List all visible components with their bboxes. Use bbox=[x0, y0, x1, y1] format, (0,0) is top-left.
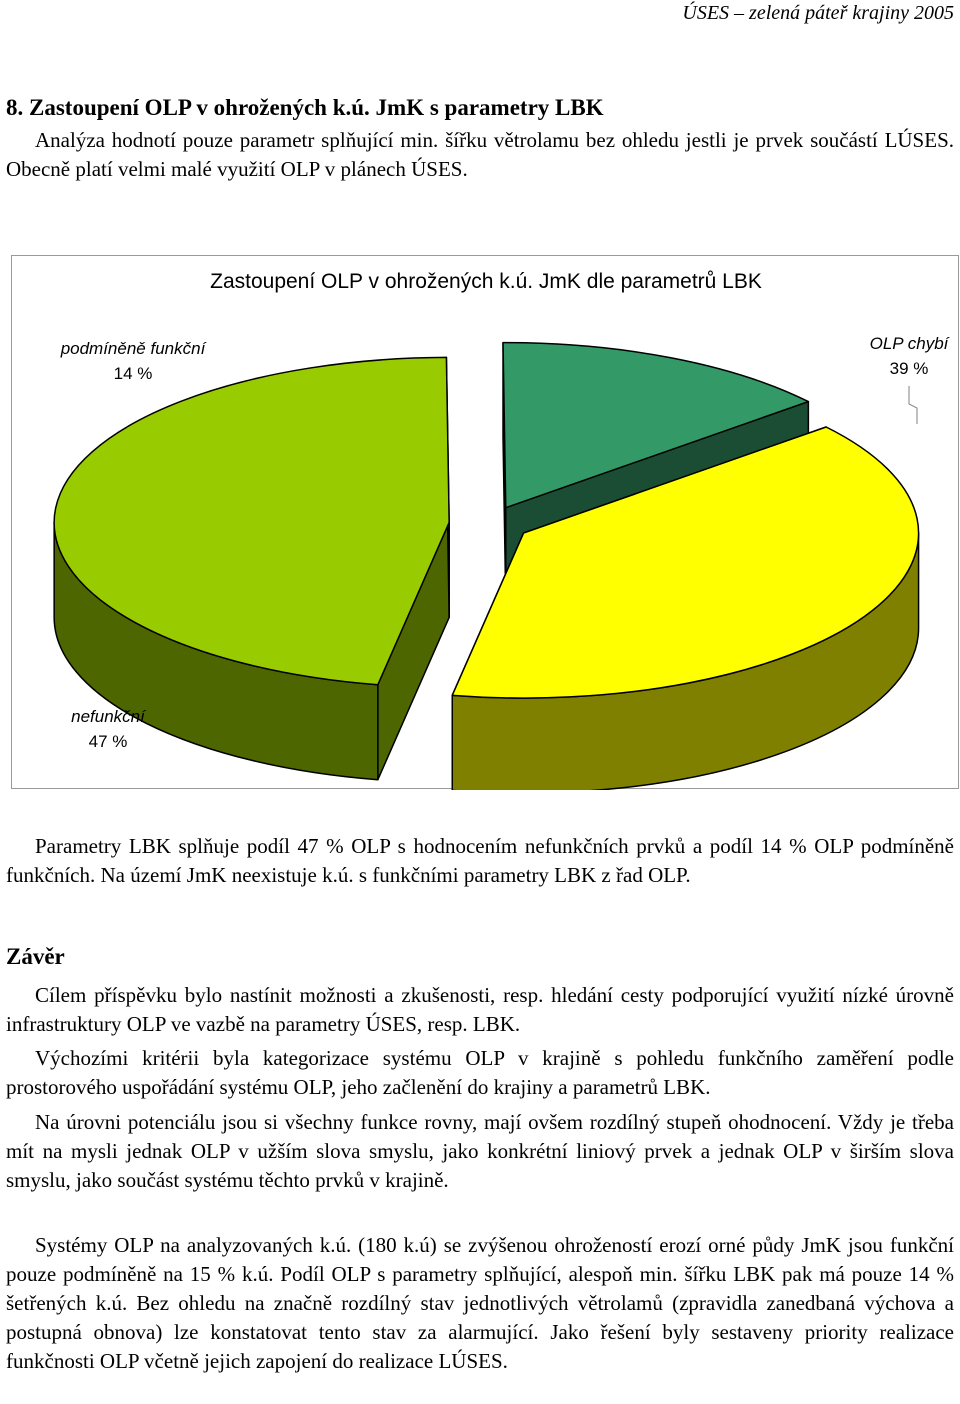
slice-label-name: nefunkční bbox=[71, 707, 145, 726]
running-header: ÚSES – zelená páteř krajiny 2005 bbox=[682, 2, 954, 24]
slice-label-value: 47 % bbox=[88, 732, 128, 751]
slice-label-name: OLP chybí bbox=[869, 334, 949, 353]
slice-label-name: podmíněně funkční bbox=[60, 339, 206, 358]
slice-label-olp-chybi bbox=[864, 331, 954, 381]
slice-label-podminene bbox=[38, 336, 228, 386]
conclusion-paragraph-3: Na úrovni potenciálu jsou si všechny funkce rovny, mají ovšem rozdílný stupeň ohodnocení. Vždy je třeba mít na mysli jednak OLP v užším slova smyslu, jako konkrétní liniový prvek a jednak OLP v širším slova smyslu, jako součást systému těchto prvků v krajině. bbox=[6, 1110, 954, 1192]
pie-chart bbox=[11, 255, 959, 789]
slice-label-nefunkcni bbox=[48, 704, 168, 754]
chart-title: Zastoupení OLP v ohrožených k.ú. JmK dle parametrů LBK bbox=[210, 270, 762, 293]
intro-paragraph: Analýza hodnotí pouze parametr splňující min. šířku větrolamu bez ohledu jestli je prvek součástí LÚSES. Obecně platí velmi malé využití OLP v plánech ÚSES. bbox=[6, 128, 954, 181]
slice-label-value: 39 % bbox=[889, 359, 929, 378]
after-chart-paragraph: Parametry LBK splňuje podíl 47 % OLP s hodnocením nefunkčních prvků a podíl 14 % OLP podmíněně funkčních. Na území JmK neexistuje k.ú. s funkčními parametry LBK z řad OLP. bbox=[6, 834, 954, 887]
conclusion-heading: Závěr bbox=[6, 944, 65, 969]
conclusion-paragraph-4: Systémy OLP na analyzovaných k.ú. (180 k.ú) se zvýšenou ohrožeností erozí orné půdy JmK jsou funkční pouze podmíněně na 15 % k.ú. Podíl OLP s parametry splňující, alespoň min. šířku LBK pak má pouze 14 % šetřených k.ú. Bez ohledu na značně rozdílný stav jednotlivých větrolamů (zpravidla zanedbaná výchova a postupná obnova) lze konstatovat tento stav za alarmující. Jako řešení byly sestaveny priority realizace funkčnosti OLP včetně jejich zapojení do realizace LÚSES. bbox=[6, 1233, 954, 1373]
leader-line bbox=[909, 386, 917, 424]
conclusion-paragraph-1: Cílem příspěvku bylo nastínit možnosti a zkušenosti, resp. hledání cesty podporující využití nízké úrovně infrastruktury OLP ve vazbě na parametry ÚSES, resp. LBK. bbox=[6, 983, 954, 1036]
conclusion-paragraph-2: Výchozími kritérii byla kategorizace systému OLP v krajině s pohledu funkčního zaměření podle prostorového uspořádání systému OLP, jeho začlenění do krajiny a parametrů LBK. bbox=[6, 1046, 954, 1099]
slice-label-value: 14 % bbox=[113, 364, 153, 383]
section-heading: 8. Zastoupení OLP v ohrožených k.ú. JmK s parametry LBK bbox=[6, 95, 604, 120]
